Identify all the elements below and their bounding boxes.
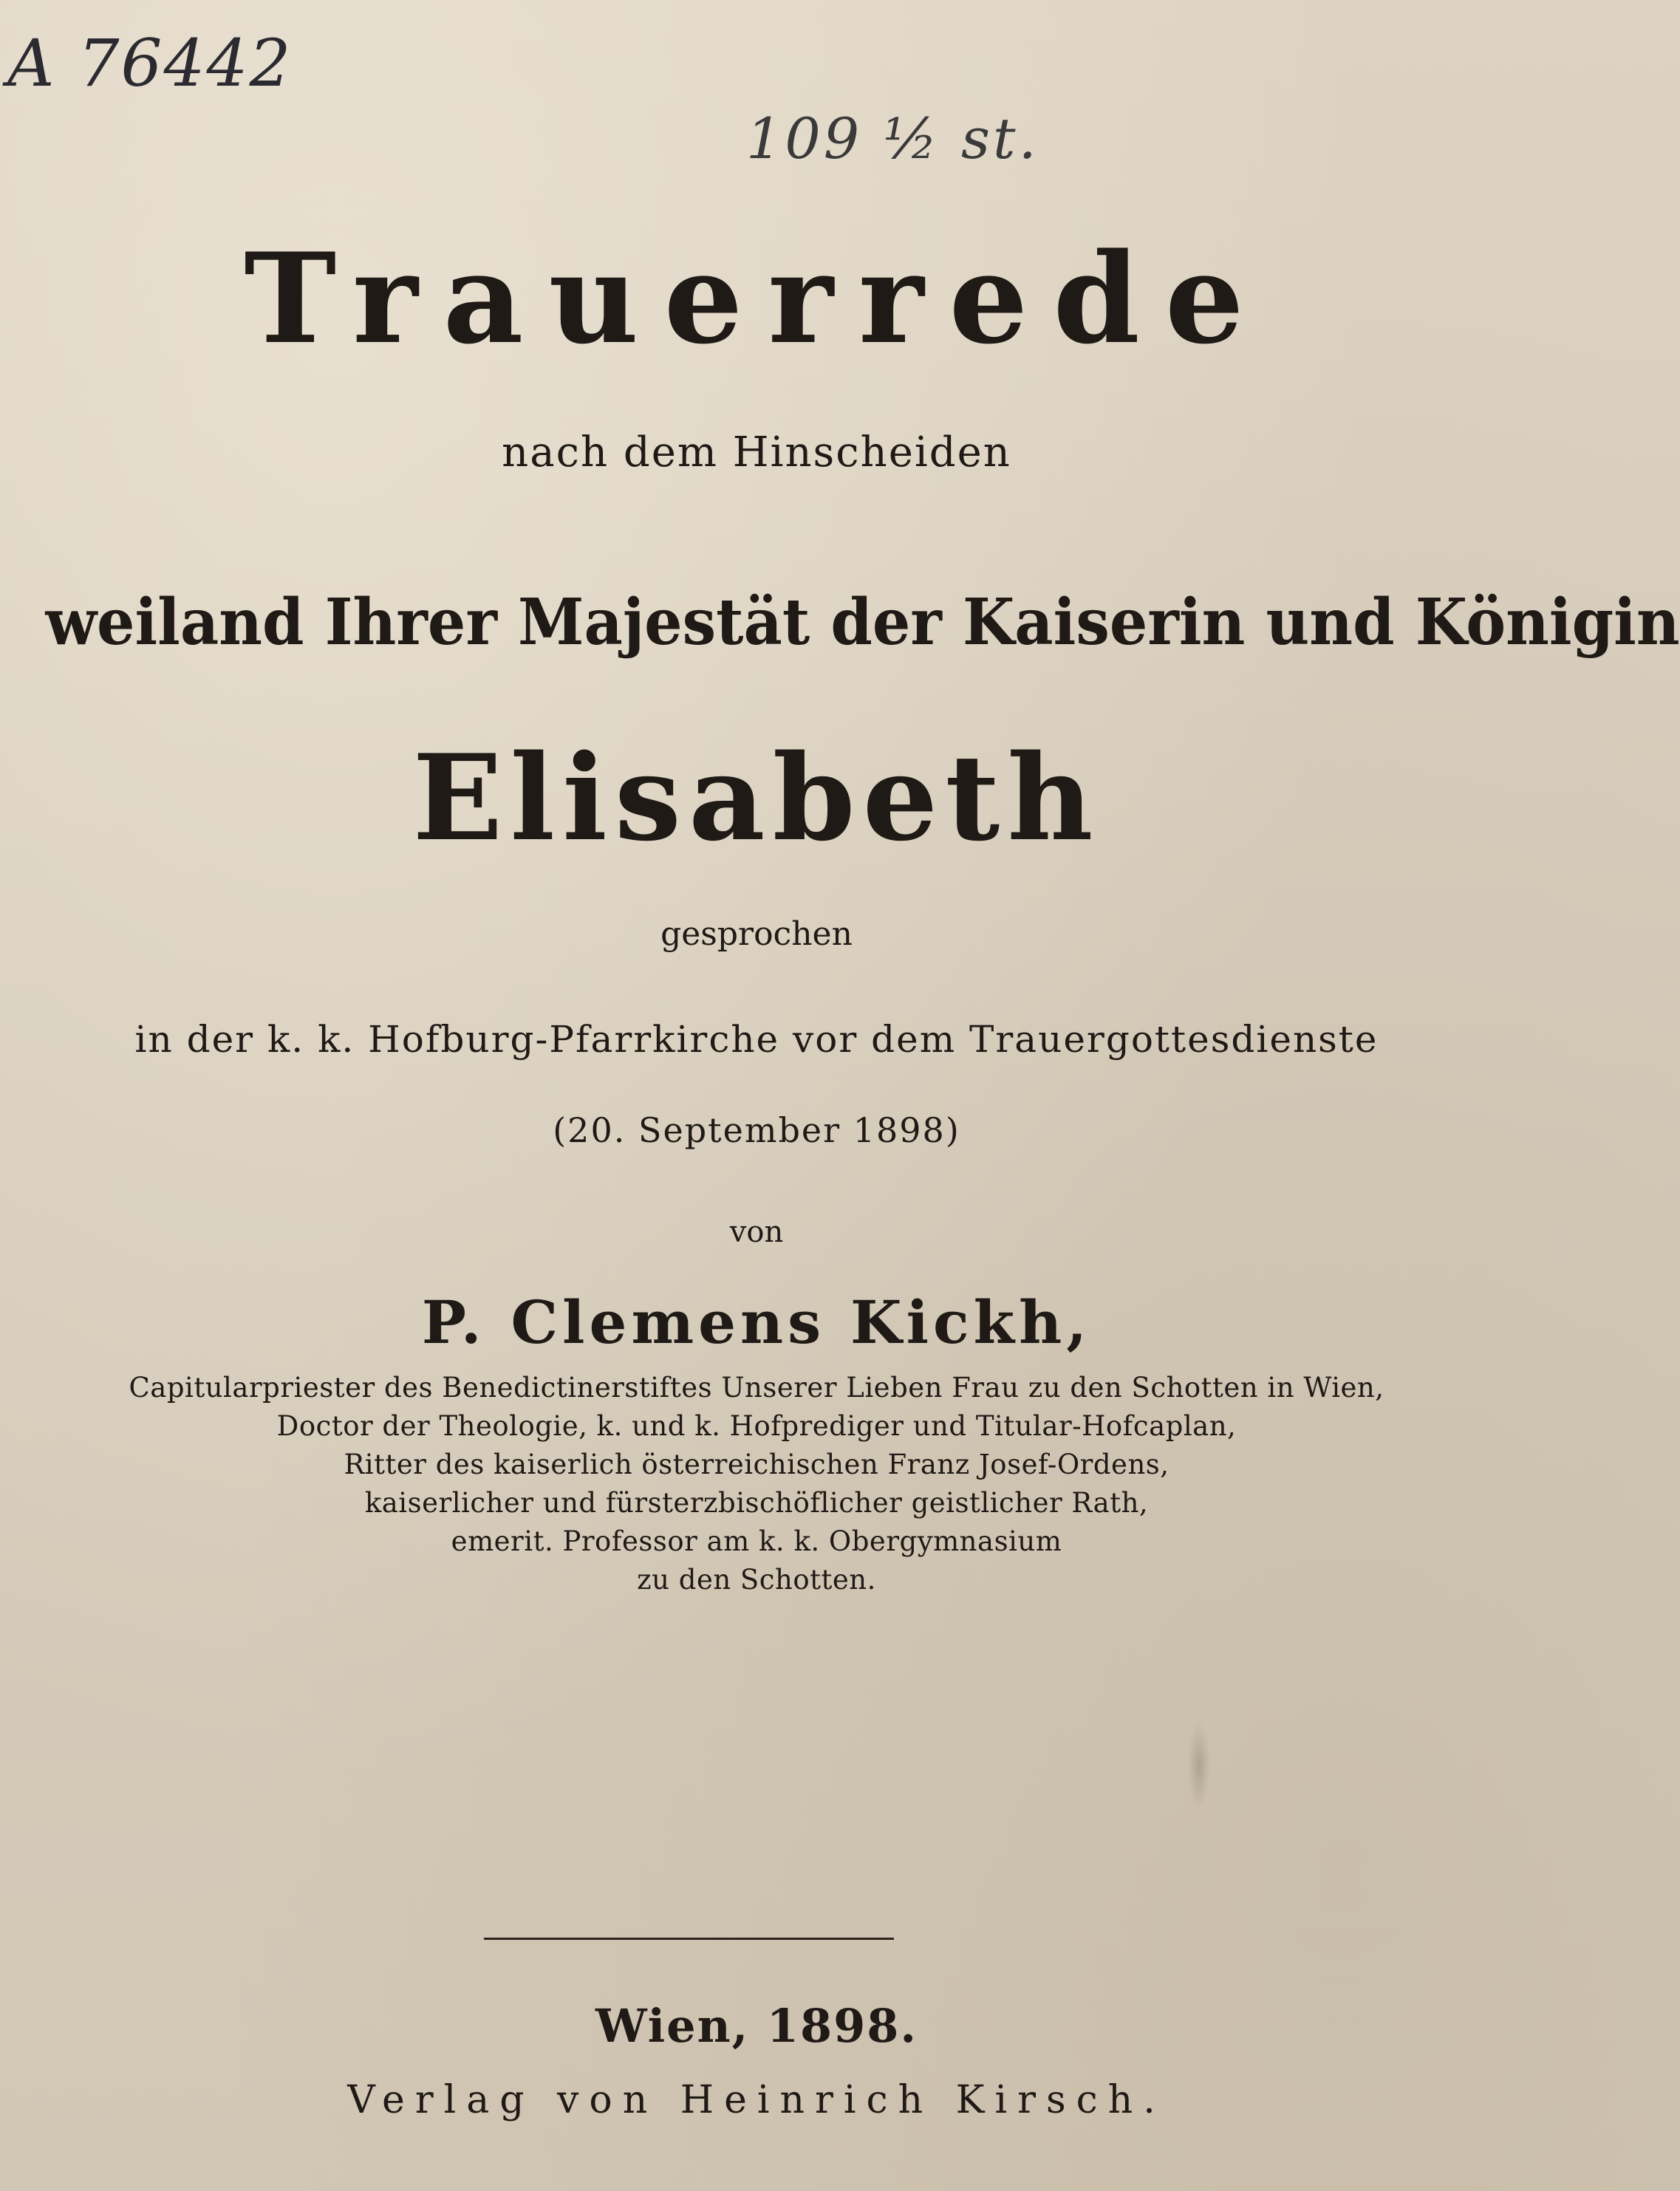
author-credential-line: kaiserlicher und fürsterzbischöflicher geistlicher Rath, xyxy=(364,1487,1149,1519)
subtitle-line-1: nach dem Hinscheiden xyxy=(502,428,1011,476)
page-title: Trauerrede xyxy=(244,225,1269,372)
author-credential-line: Ritter des kaiserlich österreichischen Franz Josef-Ordens, xyxy=(344,1449,1169,1480)
author-credential-line: Capitularpriester des Benedictinerstiftes Unserer Lieben Frau zu den Schotten in Wien, xyxy=(129,1372,1384,1404)
by-label: von xyxy=(729,1215,784,1249)
date-line: (20. September 1898) xyxy=(553,1110,960,1150)
spoken-label: gesprochen xyxy=(660,915,853,953)
paper-stain xyxy=(1188,1721,1210,1810)
subtitle-line-2: weiland Ihrer Majestät der Kaiserin und Königin xyxy=(45,585,1680,660)
handwritten-pencil-note: 109 ½ st. xyxy=(746,106,1039,171)
imprint-city-year: Wien, 1898. xyxy=(595,1999,918,2053)
location-line: in der k. k. Hofburg-Pfarrkirche vor dem Trauergottesdienste xyxy=(134,1018,1379,1061)
horizontal-rule-divider xyxy=(484,1938,894,1940)
imprint-publisher: Verlag von Heinrich Kirsch. xyxy=(347,2078,1166,2122)
author-name: P. Clemens Kickh, xyxy=(421,1288,1092,1357)
subject-name: Elisabeth xyxy=(412,728,1101,867)
author-credential-line: emerit. Professor am k. k. Obergymnasium xyxy=(451,1525,1062,1557)
author-credential-line: Doctor der Theologie, k. und k. Hofprediger und Titular-Hofcaplan, xyxy=(276,1410,1237,1442)
handwritten-shelfmark: A 76442 xyxy=(7,25,293,101)
author-credential-line: zu den Schotten. xyxy=(637,1564,876,1596)
